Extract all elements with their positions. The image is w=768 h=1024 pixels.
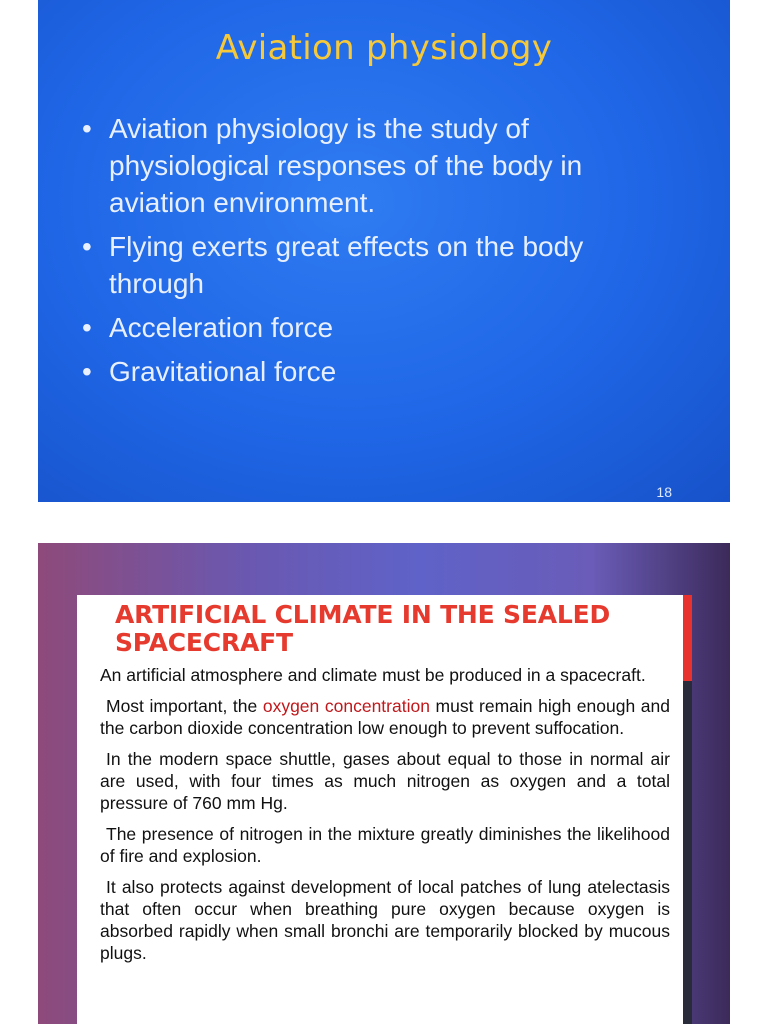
paragraph-5 bbox=[100, 876, 670, 964]
slide-title: Aviation physiology bbox=[215, 28, 553, 68]
bullet-dot-icon: • bbox=[82, 356, 92, 387]
bullet-dot-icon: • bbox=[82, 312, 92, 343]
paragraph-5-text: It also protects against development of local patches of lung atelectasis that often occur when breathing pure oxygen because oxygen is absorbed rapidly when small bronchi are temporarily blocked by mucous plugs. bbox=[100, 877, 670, 963]
paragraph-3-text: In the modern space shuttle, gases about equal to those in normal air are used, with four times as much nitrogen as oxygen and a total pressure of 760 mm Hg. bbox=[100, 749, 670, 813]
heading-line-2: SPACECRAFT bbox=[115, 628, 293, 657]
bullet-text: Flying exerts great effects on the body through bbox=[109, 231, 584, 299]
bullet-item bbox=[82, 309, 682, 346]
accent-bar-dark bbox=[683, 681, 692, 1024]
slide-number: 18 bbox=[656, 484, 672, 500]
slide-artificial-climate bbox=[38, 543, 730, 1024]
paragraph-1: An artificial atmosphere and climate must be produced in a spacecraft. bbox=[100, 665, 646, 685]
paragraph-3 bbox=[100, 748, 670, 814]
bullet-dot-icon: • bbox=[82, 231, 92, 262]
paragraph-2 bbox=[100, 695, 670, 739]
oxygen-concentration-highlight: oxygen concentration bbox=[262, 696, 430, 716]
bullet-text: Gravitational force bbox=[109, 356, 337, 387]
bullet-dot-icon: • bbox=[82, 113, 92, 144]
paragraph-4-text: The presence of nitrogen in the mixture greatly diminishes the likelihood of fire and explosion. bbox=[100, 824, 670, 866]
paragraph-2-start: Most important, the bbox=[106, 696, 263, 716]
accent-bar-red bbox=[683, 595, 692, 681]
bullet-item bbox=[82, 353, 682, 390]
paragraph-4 bbox=[100, 823, 670, 867]
heading-line-1: ARTIFICIAL CLIMATE IN THE SEALED bbox=[115, 600, 611, 629]
bullet-list bbox=[82, 110, 682, 397]
slide-aviation-physiology bbox=[38, 0, 730, 502]
paragraph-2-end: must remain high enough and the carbon dioxide concentration low enough to prevent suffocation. bbox=[100, 696, 670, 738]
bullet-item bbox=[82, 228, 682, 302]
bullet-text: Acceleration force bbox=[109, 312, 334, 343]
section-heading bbox=[115, 601, 675, 657]
bullet-text: Aviation physiology is the study of physiological responses of the body in aviation environment. bbox=[109, 113, 583, 218]
bullet-item bbox=[82, 110, 682, 221]
body-text bbox=[100, 664, 670, 973]
